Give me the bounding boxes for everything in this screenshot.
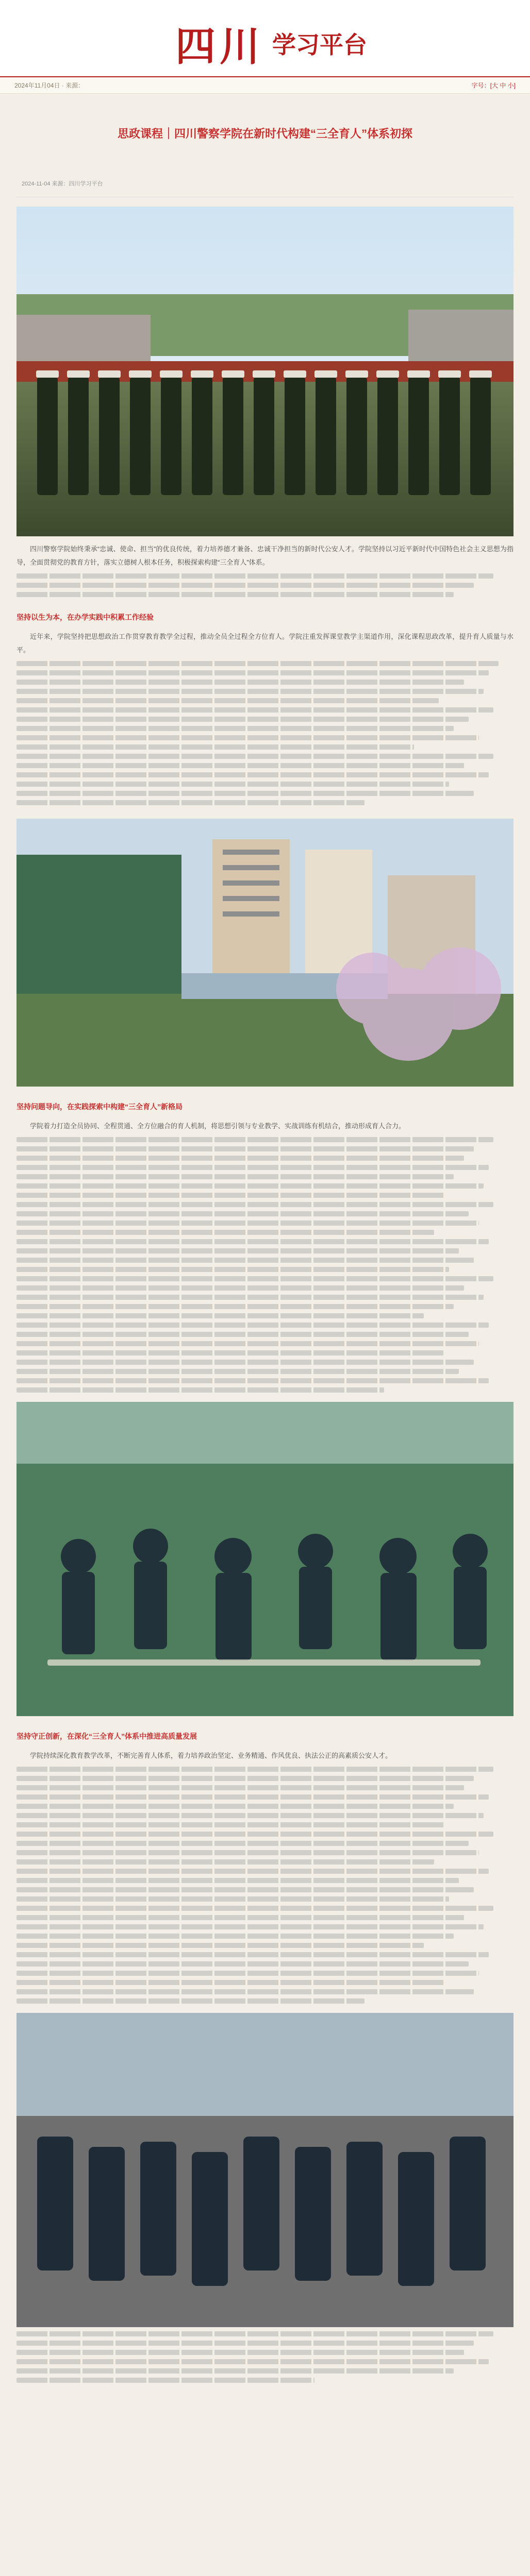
font-size-control[interactable]: 字号：[大 中 小] [471, 82, 516, 89]
body-text-block [16, 2331, 514, 2383]
body-text-block [16, 661, 514, 805]
section-heading-2: 坚持问题导向，在实践探索中构建“三全育人”新格局 [16, 1103, 183, 1111]
logo-sub-text: 学习平台 [272, 31, 368, 59]
logo-main-text: 四川 [175, 23, 264, 70]
section-body-1: 近年来，学院坚持把思想政治工作贯穿教育教学全过程，推动全员全过程全方位育人。学院注重发挥课堂教学主渠道作用，深化课程思政改革，提升育人质量与水平。 [16, 633, 514, 654]
subbar-date: 2024年11月04日 · 来源： [14, 82, 85, 89]
article-photo-drill [16, 2013, 514, 2327]
site-header [0, 0, 530, 77]
article-photo-parade [16, 207, 514, 536]
body-text-block [16, 573, 514, 597]
parade-image [16, 207, 514, 536]
article-photo-training [16, 1402, 514, 1716]
campus-image [16, 819, 514, 1087]
section-body-3: 学院持续深化教育教学改革，不断完善育人体系，着力培养政治坚定、业务精通、作风优良、执法公正的高素质公安人才。 [30, 1752, 392, 1759]
body-text-block [16, 1137, 514, 1393]
drill-image [16, 2013, 514, 2327]
article-subbar [0, 77, 530, 94]
body-text-block [16, 1767, 514, 2004]
site-logo[interactable] [175, 14, 367, 72]
article-photo-campus [16, 819, 514, 1087]
section-heading-3: 坚持守正创新，在深化“三全育人”体系中推进高质量发展 [16, 1732, 197, 1740]
section-body-2: 学院着力打造全员协同、全程贯通、全方位融合的育人机制，将思想引领与专业教学、实战训练有机结合，推动形成育人合力。 [30, 1122, 406, 1130]
article-intro: 四川警察学院始终秉承“忠诚、使命、担当”的优良传统，着力培养德才兼备、忠诚干净担当的新时代公安人才。学院坚持以习近平新时代中国特色社会主义思想为指导，全面贯彻党的教育方针，落实立德树人根本任务，积极探索构建“三全育人”体系。 [16, 545, 514, 566]
training-image [16, 1402, 514, 1716]
section-heading-1: 坚持以生为本，在办学实践中积累工作经验 [16, 613, 154, 621]
article-meta: 2024-11-04 来源：四川学习平台 [22, 181, 103, 187]
article-title: 思政课程｜四川警察学院在新时代构建“三全育人”体系初探 [117, 127, 412, 140]
article-body [0, 125, 530, 2383]
